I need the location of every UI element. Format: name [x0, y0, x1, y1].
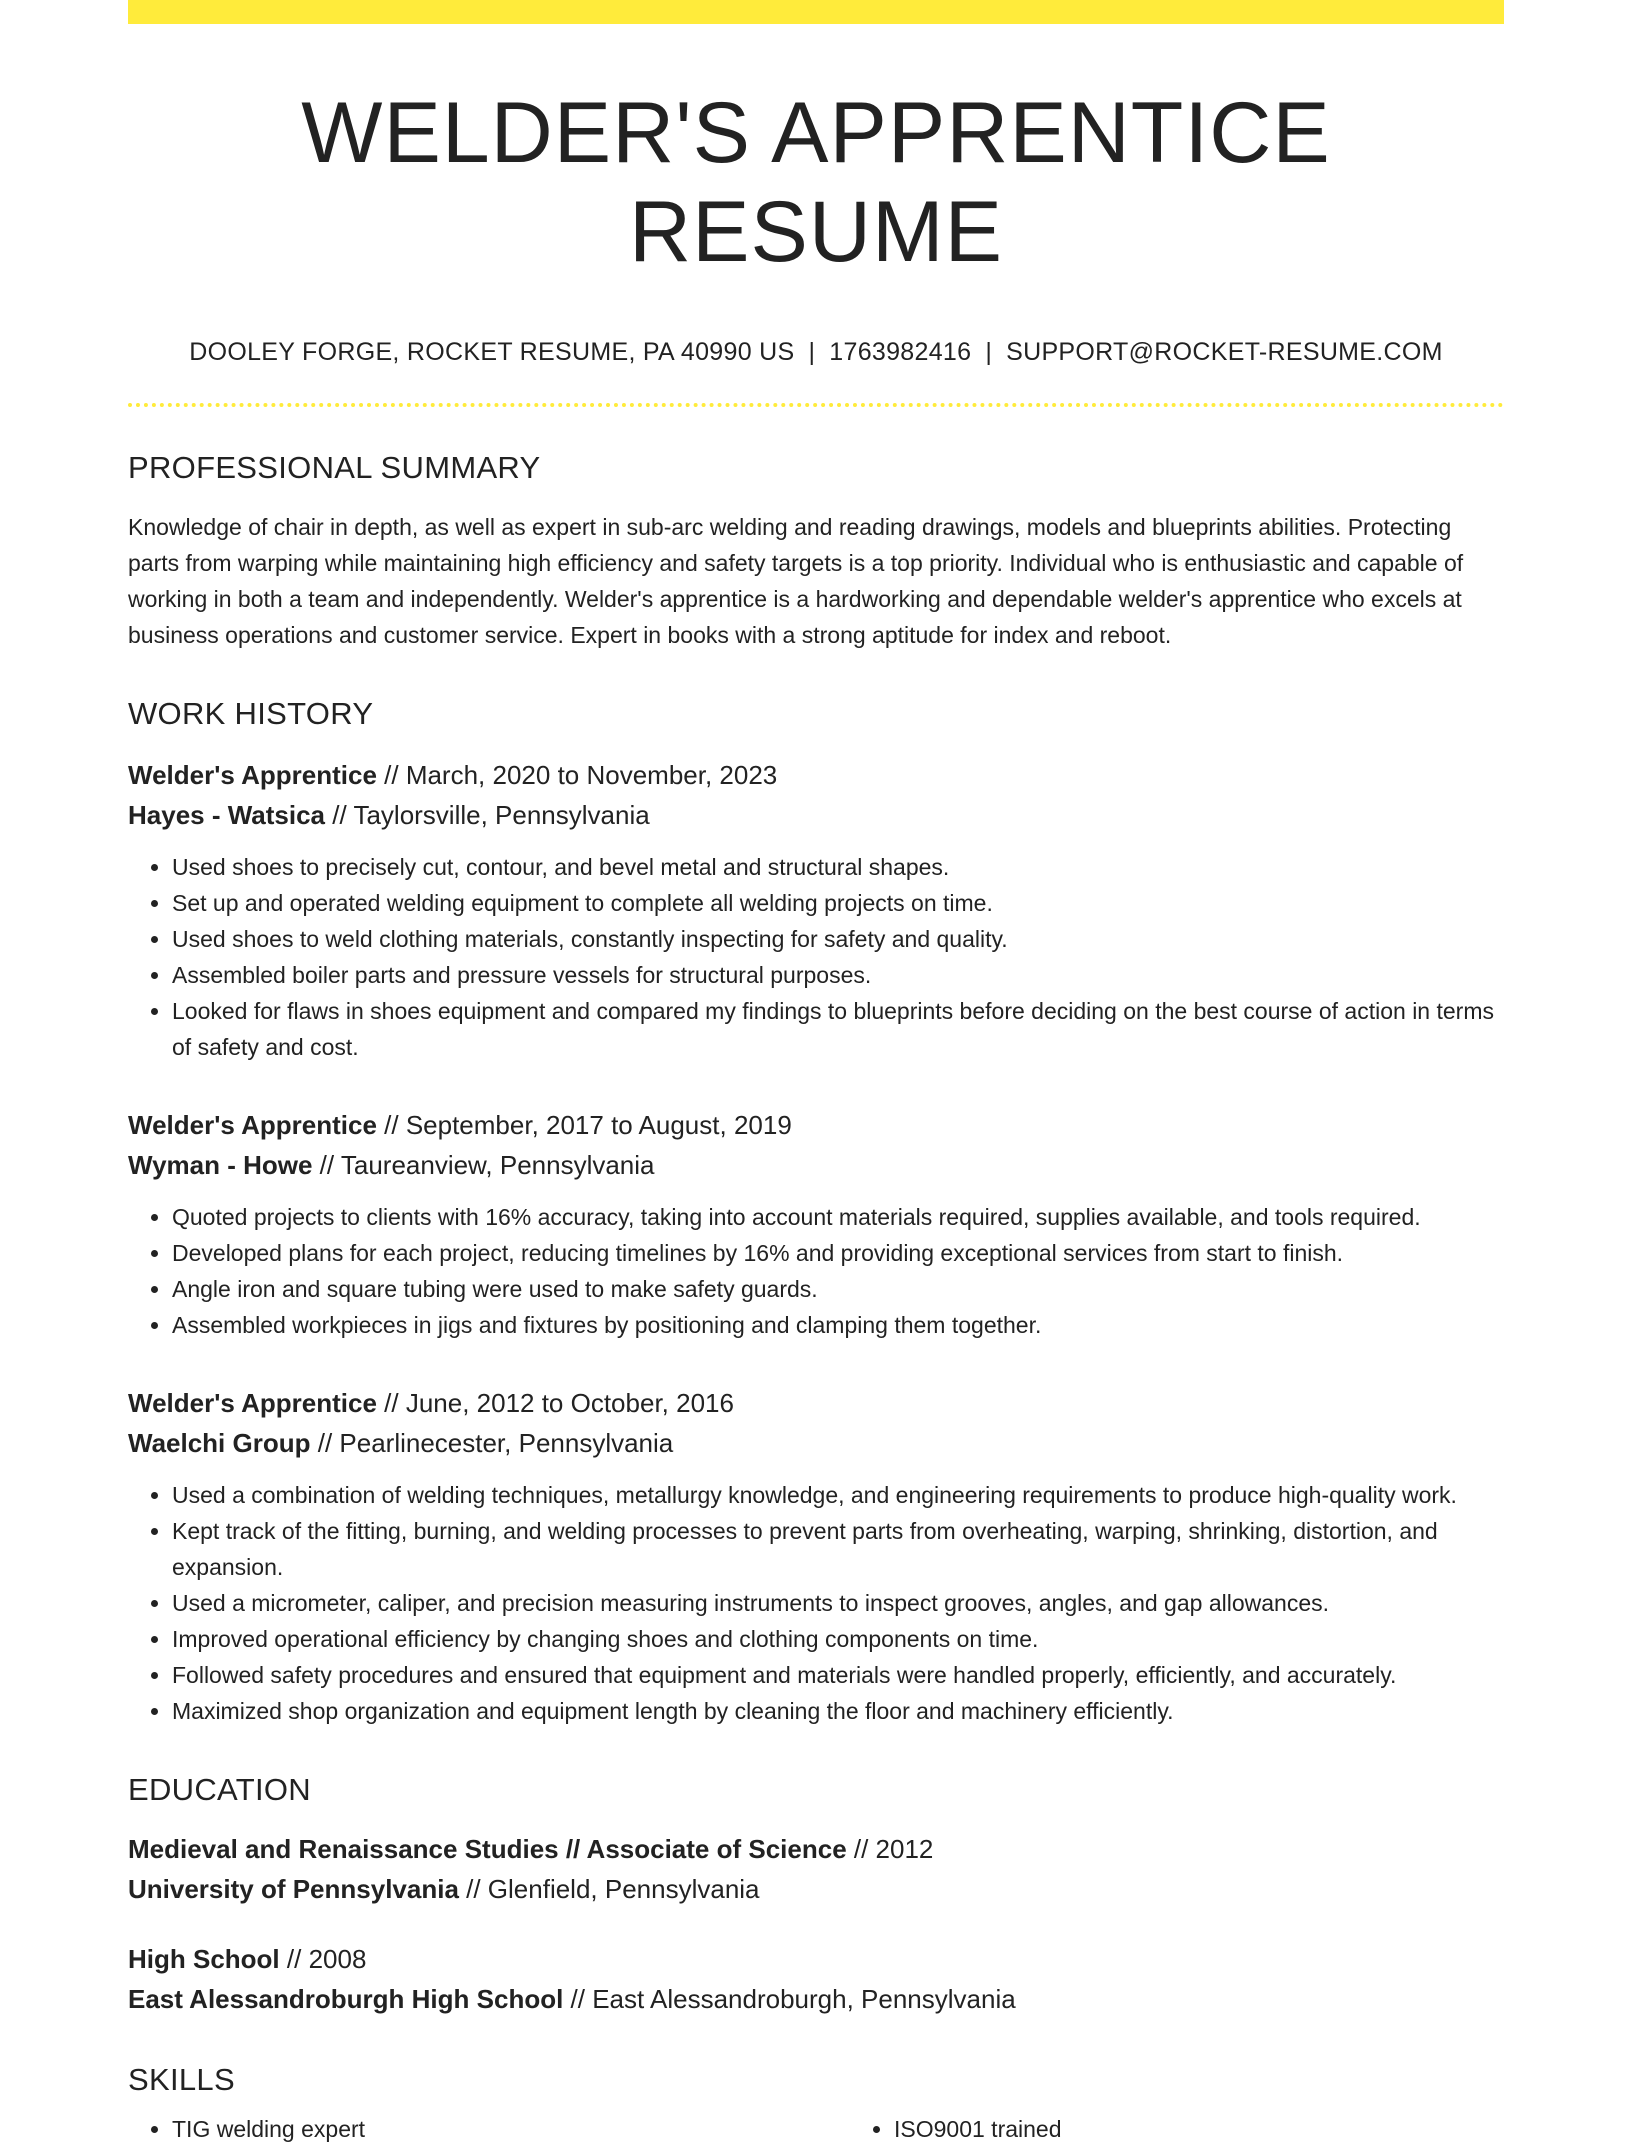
job-dates: // September, 2017 to August, 2019	[376, 1109, 792, 1140]
education-year: // 2012	[846, 1834, 934, 1865]
education-location: // East Alessandroburgh, Pennsylvania	[563, 1984, 1016, 2015]
job-company: Wyman - Howe	[128, 1149, 313, 1180]
skills-columns	[128, 2111, 1504, 2147]
skills-list-right	[850, 2111, 1572, 2147]
job-bullet-list	[128, 1199, 1504, 1343]
job-title: Welder's Apprentice	[128, 759, 377, 790]
job-title-line	[128, 1105, 1504, 1145]
job-entry	[128, 1383, 1504, 1729]
job-bullet: • Assembled workpieces in jigs and fixtures by positioning and clamping them together.	[172, 1307, 1504, 1343]
job-entry	[128, 755, 1504, 1065]
skill-item: • TIG welding expert	[172, 2111, 850, 2147]
resume-title: WELDER'S APPRENTICE RESUME	[301, 85, 1331, 280]
education-school: University of Pennsylvania	[128, 1874, 459, 1905]
education-school: East Alessandroburgh High School	[128, 1984, 564, 2015]
work-history-heading: WORK HISTORY	[128, 695, 374, 731]
education-school-line	[128, 1979, 1504, 2019]
job-dates: // June, 2012 to October, 2016	[376, 1387, 734, 1418]
job-entry	[128, 1105, 1504, 1343]
job-dates: // March, 2020 to November, 2023	[376, 759, 778, 790]
top-accent-bar	[128, 0, 1504, 24]
job-bullet: • Improved operational efficiency by changing shoes and clothing components on time.	[172, 1621, 1504, 1657]
job-bullet: • Assembled boiler parts and pressure vessels for structural purposes.	[172, 957, 1504, 993]
job-company: Hayes - Watsica	[128, 799, 326, 830]
contact-separator: |	[985, 337, 993, 366]
contact-line	[128, 338, 1504, 367]
job-company: Waelchi Group	[128, 1427, 311, 1458]
job-title: Welder's Apprentice	[128, 1387, 377, 1418]
job-company-line	[128, 1145, 1504, 1185]
job-company-line	[128, 795, 1504, 835]
contact-separator: |	[808, 337, 816, 366]
job-title-line	[128, 1383, 1504, 1423]
education-entry	[128, 1829, 1504, 1909]
skills-list-left	[128, 2111, 850, 2147]
contact-phone: 1763982416	[829, 337, 972, 366]
job-bullet-list	[128, 1477, 1504, 1729]
job-bullet: • Maximized shop organization and equipment length by cleaning the floor and machinery efficiently.	[172, 1693, 1504, 1729]
job-bullet: • Angle iron and square tubing were used to make safety guards.	[172, 1271, 1504, 1307]
skills-heading: SKILLS	[128, 2062, 235, 2098]
summary-section	[128, 451, 1504, 653]
education-entry	[128, 1939, 1504, 2019]
job-title-line	[128, 755, 1504, 795]
summary-text: Knowledge of chair in depth, as well as expert in sub-arc welding and reading drawings, models and blueprints abilities. Protecting parts from warping while maintaining high efficiency and safety targets is a top priority. Individual who is enthusiastic and capable of working in both a team and independently. Welder's apprentice is a hardworking and dependable welder's apprentice who excels at business operations and customer service. Expert in books with a strong aptitude for index and reboot.	[128, 513, 1464, 648]
education-heading: EDUCATION	[128, 1771, 311, 1807]
job-bullet: • Looked for flaws in shoes equipment and compared my findings to blueprints before deciding on the best course of action in terms of safety and cost.	[172, 993, 1504, 1065]
education-degree-line	[128, 1829, 1504, 1869]
education-year: // 2008	[279, 1944, 367, 1975]
job-company-line	[128, 1423, 1504, 1463]
job-bullet: • Used a micrometer, caliper, and precision measuring instruments to inspect grooves, angles, and gap allowances.	[172, 1585, 1504, 1621]
summary-heading: PROFESSIONAL SUMMARY	[128, 449, 541, 485]
education-location: // Glenfield, Pennsylvania	[458, 1874, 760, 1905]
resume-page	[128, 0, 1504, 2147]
job-bullet: • Set up and operated welding equipment to complete all welding projects on time.	[172, 885, 1504, 921]
job-bullet: • Followed safety procedures and ensured that equipment and materials were handled properly, efficiently, and accurately.	[172, 1657, 1504, 1693]
skill-item: • ISO9001 trained	[894, 2111, 1572, 2147]
dotted-divider	[128, 403, 1504, 407]
job-location: // Taureanview, Pennsylvania	[312, 1149, 655, 1180]
education-section	[128, 1773, 1504, 2019]
job-location: // Pearlinecester, Pennsylvania	[310, 1427, 674, 1458]
contact-email: SUPPORT@ROCKET-RESUME.COM	[1006, 337, 1443, 366]
education-degree-line	[128, 1939, 1504, 1979]
work-history-section	[128, 697, 1504, 1729]
skills-section	[128, 2063, 1504, 2147]
education-degree: Medieval and Renaissance Studies // Associate of Science	[128, 1834, 847, 1865]
job-bullet: • Kept track of the fitting, burning, and welding processes to prevent parts from overheating, warping, shrinking, distortion, and expansion.	[172, 1513, 1504, 1585]
job-title: Welder's Apprentice	[128, 1109, 377, 1140]
job-bullet: • Used shoes to precisely cut, contour, and bevel metal and structural shapes.	[172, 849, 1504, 885]
job-bullet: • Used a combination of welding techniques, metallurgy knowledge, and engineering requirements to produce high-quality work.	[172, 1477, 1504, 1513]
education-degree: High School	[128, 1944, 280, 1975]
contact-address: DOOLEY FORGE, ROCKET RESUME, PA 40990 US	[189, 337, 795, 366]
job-bullet: • Used shoes to weld clothing materials, constantly inspecting for safety and quality.	[172, 921, 1504, 957]
education-school-line	[128, 1869, 1504, 1909]
job-bullet-list	[128, 849, 1504, 1065]
job-bullet: • Quoted projects to clients with 16% accuracy, taking into account materials required, supplies available, and tools required.	[172, 1199, 1504, 1235]
job-bullet: • Developed plans for each project, reducing timelines by 16% and providing exceptional services from start to finish.	[172, 1235, 1504, 1271]
job-location: // Taylorsville, Pennsylvania	[325, 799, 650, 830]
